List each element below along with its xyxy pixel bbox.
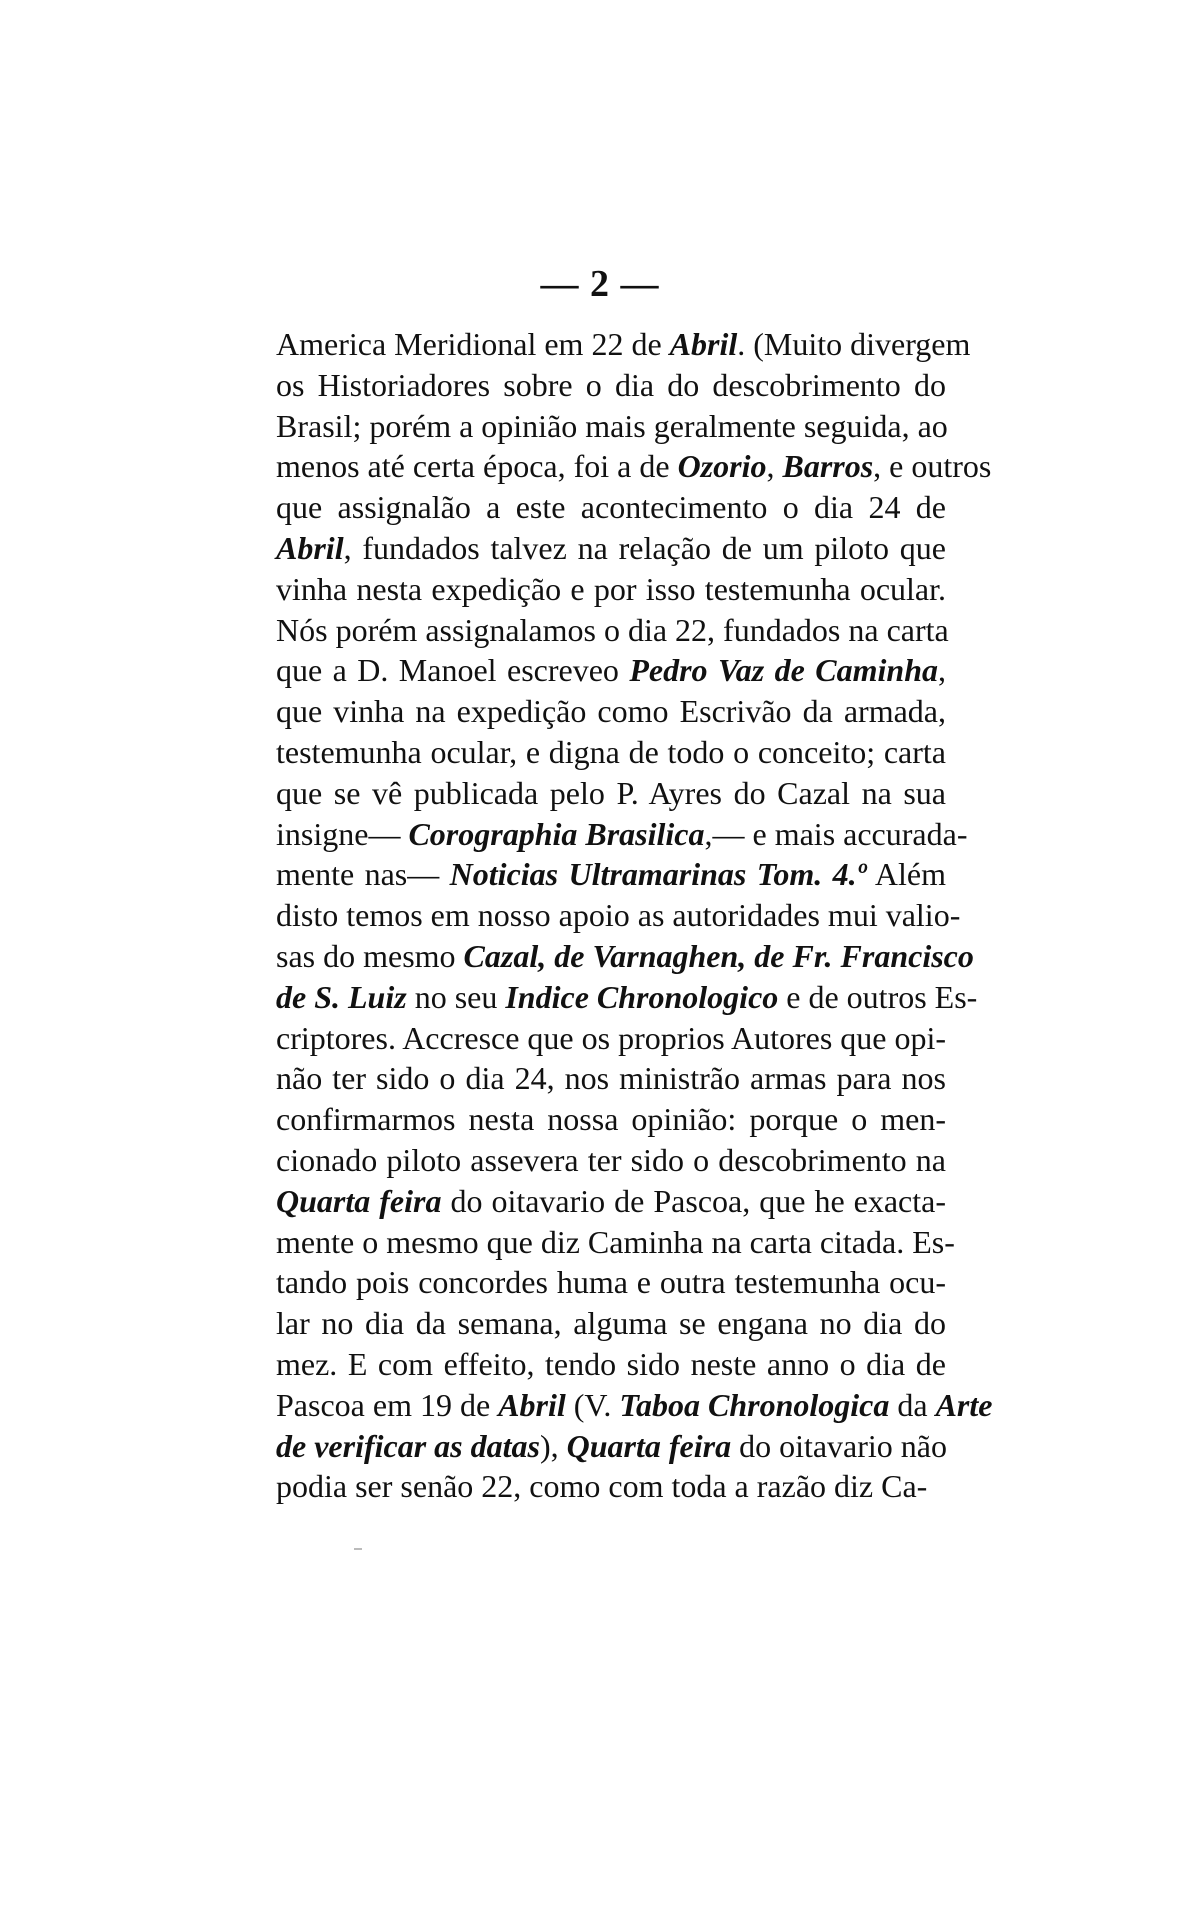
text-segment: ,— e mais accurada- (704, 815, 968, 852)
text-segment: e de outros Es- (778, 978, 978, 1015)
italic-text: Pedro Vaz de Caminha (629, 652, 939, 689)
italic-text: Arte (935, 1386, 993, 1423)
text-segment: confirmarmos nesta nossa opinião: porque o men- (276, 1101, 946, 1138)
text-line (276, 610, 949, 651)
text-line (276, 773, 946, 814)
text-line (276, 1466, 946, 1507)
text-line (276, 895, 961, 936)
text-segment: vinha nesta expedição e por isso testemunha ocular. (276, 570, 946, 607)
text-segment: não ter sido o dia 24, nos ministrão armas para nos (276, 1060, 946, 1097)
text-segment: tando pois concordes huma e outra testemunha ocu- (276, 1264, 946, 1301)
text-line (276, 446, 992, 487)
text-segment: , (766, 448, 783, 485)
text-line (276, 1426, 946, 1467)
text-line (276, 487, 946, 528)
italic-text: Indice Chronologico (505, 978, 779, 1015)
text-line (276, 1222, 955, 1263)
text-line (276, 406, 946, 447)
text-line (276, 1344, 946, 1385)
text-line (276, 569, 946, 610)
italic-text: Ozorio (677, 448, 767, 485)
text-line (276, 324, 971, 365)
text-line (276, 691, 946, 732)
text-line (276, 732, 946, 773)
text-segment: testemunha ocular, e digna de todo o conceito; carta (276, 733, 946, 770)
text-line (276, 1140, 946, 1181)
text-segment: mente o mesmo que diz Caminha na carta citada. Es- (276, 1223, 955, 1260)
text-segment: que a D. Manoel escreveo (276, 652, 630, 689)
text-line (276, 814, 968, 855)
text-segment: , (938, 652, 947, 689)
text-segment: insigne— (276, 815, 409, 852)
text-line (276, 365, 946, 406)
text-segment: da (889, 1386, 936, 1423)
italic-text: Taboa Chronologica (619, 1386, 890, 1423)
italic-text: Abril (669, 326, 738, 362)
text-line (276, 650, 946, 691)
text-line (276, 1181, 946, 1222)
text-segment: (V. (565, 1386, 620, 1423)
italic-text: Corographia Brasilica (408, 815, 705, 852)
text-line (276, 854, 946, 895)
text-segment: disto temos em nosso apoio as autoridades mui valio- (276, 897, 961, 934)
text-segment: America Meridional em 22 de (276, 326, 670, 362)
text-segment: , fundados talvez na relação de um piloto que (343, 529, 946, 566)
italic-text: Abril (276, 529, 344, 566)
text-segment: . (Muito divergem (737, 326, 971, 362)
text-segment: podia ser senão 22, como com toda a razão diz Ca- (276, 1468, 928, 1505)
text-line (276, 977, 978, 1018)
italic-text: Cazal, de Varnaghen, de Fr. Francisco (463, 937, 974, 974)
text-segment: Pascoa em 19 de (276, 1386, 499, 1423)
text-line (276, 1262, 946, 1303)
text-segment: que assignalão a este acontecimento o dia 24 de (276, 489, 946, 526)
text-segment: os Historiadores sobre o dia do descobrimento do (276, 366, 946, 403)
italic-text: Quarta feira (566, 1427, 732, 1464)
text-segment: sas do mesmo (276, 937, 464, 974)
text-line (276, 1385, 993, 1426)
text-line (276, 936, 974, 977)
text-line (276, 1303, 946, 1344)
text-segment: no seu (406, 978, 506, 1015)
italic-text: Abril (498, 1386, 566, 1423)
text-line (276, 528, 946, 569)
page-number: — 2 — (540, 263, 660, 305)
body-text (276, 324, 993, 1507)
text-segment: lar no dia da semana, alguma se engana no dia do (276, 1305, 946, 1342)
text-segment: que vinha na expedição como Escrivão da armada, (276, 693, 946, 730)
text-line (276, 1058, 946, 1099)
paper-speck (354, 1548, 362, 1550)
text-segment: Brasil; porém a opinião mais geralmente seguida, ao (276, 407, 948, 444)
italic-text: Noticias Ultramarinas Tom. 4.º (449, 856, 867, 893)
text-segment: cionado piloto assevera ter sido o descobrimento na (276, 1141, 946, 1178)
text-line (276, 1018, 946, 1059)
text-segment: que se vê publicada pelo P. Ayres do Cazal na sua (276, 774, 946, 811)
text-segment: do oitavario de Pascoa, que he exacta- (441, 1182, 947, 1219)
text-segment: criptores. Accresce que os proprios Autores que opi- (276, 1019, 947, 1056)
italic-text: de verificar as datas (276, 1427, 540, 1464)
text-segment: mez. E com effeito, tendo sido neste anno o dia de (276, 1345, 946, 1382)
text-segment: menos até certa época, foi a de (276, 448, 678, 485)
italic-text: de S. Luiz (276, 978, 407, 1015)
italic-text: Quarta feira (276, 1182, 442, 1219)
text-line (276, 1099, 946, 1140)
text-segment: do oitavario não (731, 1427, 947, 1464)
italic-text: Barros (782, 448, 874, 485)
text-segment: ), (539, 1427, 567, 1464)
text-segment: Além (866, 856, 947, 893)
text-segment: , e outros (873, 448, 992, 485)
text-segment: Nós porém assignalamos o dia 22, fundados na carta (276, 611, 949, 648)
text-segment: mente nas— (276, 856, 450, 893)
